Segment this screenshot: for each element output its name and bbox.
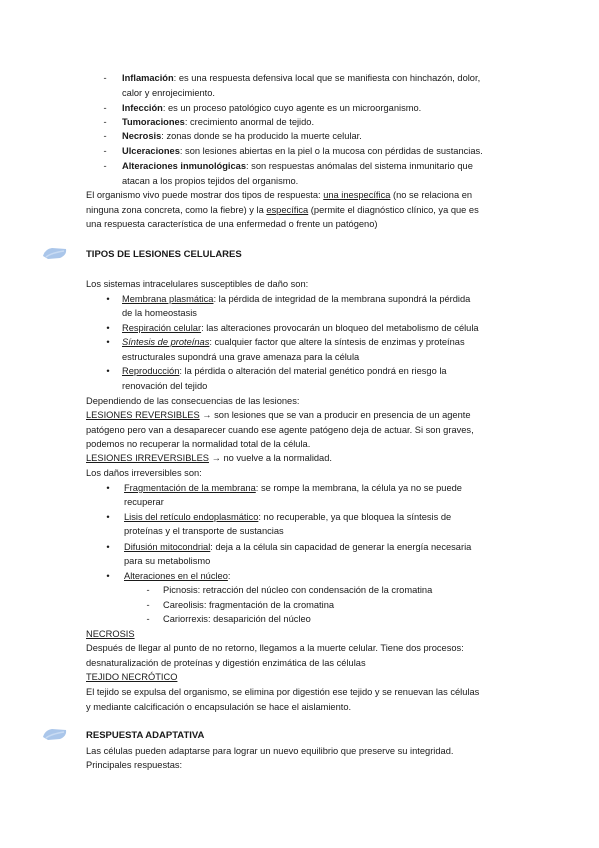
- paragraph-line: Principales respuestas:: [86, 760, 183, 770]
- paragraph-line: Dependiendo de las consecuencias de las lesiones:: [86, 396, 300, 406]
- dash-marker: -: [103, 117, 107, 127]
- list-item: Respiración celular: las alteraciones provocarán un bloqueo del metabolismo de célula: [122, 323, 479, 333]
- dash-marker: -: [146, 600, 150, 610]
- bullet-dot: •: [106, 323, 110, 333]
- list-item: Fragmentación de la membrana: se rompe la membrana, la célula ya no se puede: [124, 483, 462, 493]
- list-item-continuation: proteínas y el transporte de sustancias: [124, 526, 284, 536]
- list-item: Infección: es un proceso patológico cuyo agente es un microorganismo.: [122, 103, 422, 113]
- dash-marker: -: [146, 614, 150, 624]
- paragraph-line: El organismo vivo puede mostrar dos tipos de respuesta: una inespecífica (no se relaciona en: [86, 190, 473, 200]
- list-item: Alteraciones inmunológicas: son respuestas anómalas del sistema inmunitario que: [122, 161, 473, 171]
- list-item-continuation: atacan a los propios tejidos del organismo.: [122, 176, 299, 186]
- list-item-continuation: renovación del tejido: [122, 381, 208, 391]
- list-item: Síntesis de proteínas: cualquier factor que altere la síntesis de enzimas y proteínas: [122, 337, 465, 347]
- dash-marker: -: [103, 161, 107, 171]
- section-title: RESPUESTA ADAPTATIVA: [86, 730, 205, 741]
- dash-marker: -: [103, 103, 107, 113]
- list-item: Inflamación: es una respuesta defensiva local que se manifiesta con hinchazón, dolor,: [122, 73, 481, 83]
- dash-marker: -: [103, 146, 107, 156]
- bullet-dot: •: [106, 366, 110, 376]
- list-item-continuation: estructurales supondrá una grave amenaza para la célula: [122, 352, 360, 362]
- paragraph-line: Las células pueden adaptarse para lograr un nuevo equilibrio que preserve su integridad.: [86, 746, 454, 756]
- list-item: Membrana plasmática: la pérdida de integridad de la membrana supondrá la pérdida: [122, 294, 471, 304]
- paragraph-line: una respuesta característica de una enfermedad o frente un patógeno): [86, 219, 378, 229]
- paragraph-line: LESIONES REVERSIBLES → son lesiones que se van a producir en presencia de un agente: [86, 410, 471, 420]
- bullet-dot: •: [106, 337, 110, 347]
- sub-list-item: Careolisis: fragmentación de la cromatina: [163, 600, 335, 610]
- list-item-continuation: para su metabolismo: [124, 556, 211, 566]
- section-marker-icon: [42, 727, 68, 741]
- list-item: Lisis del retículo endoplasmático: no recuperable, ya que bloquea la síntesis de: [124, 512, 452, 522]
- list-item-continuation: calor y enrojecimiento.: [122, 88, 216, 98]
- sub-list-item: Picnosis: retracción del núcleo con condensación de la cromatina: [163, 585, 433, 595]
- list-item: Necrosis: zonas donde se ha producido la muerte celular.: [122, 131, 362, 141]
- paragraph-line: LESIONES IRREVERSIBLES → no vuelve a la normalidad.: [86, 453, 332, 463]
- section-title: TIPOS DE LESIONES CELULARES: [86, 249, 242, 260]
- sub-list-item: Cariorrexis: desaparición del núcleo: [163, 614, 311, 624]
- bullet-dot: •: [106, 483, 110, 493]
- subheading-tejido-necrotico: TEJIDO NECRÓTICO: [86, 672, 178, 682]
- list-item: Ulceraciones: son lesiones abiertas en la piel o la mucosa con pérdidas de sustancias.: [122, 146, 483, 156]
- bullet-dot: •: [106, 294, 110, 304]
- dash-marker: -: [103, 131, 107, 141]
- list-item: Alteraciones en el núcleo:: [124, 571, 231, 581]
- list-item-continuation: recuperar: [124, 497, 164, 507]
- list-item: Difusión mitocondrial: deja a la célula sin capacidad de generar la energía necesaria: [124, 542, 472, 552]
- bullet-dot: •: [106, 571, 110, 581]
- subheading-necrosis: NECROSIS: [86, 629, 135, 639]
- paragraph-line: desnaturalización de proteínas y digestión enzimática de las células: [86, 658, 366, 668]
- paragraph-line: El tejido se expulsa del organismo, se elimina por digestión ese tejido y se renuevan las células: [86, 687, 480, 697]
- list-item: Reproducción: la pérdida o alteración del material genético pondrá en riesgo la: [122, 366, 447, 376]
- paragraph-line: Después de llegar al punto de no retorno, llegamos a la muerte celular. Tiene dos procesos:: [86, 643, 464, 653]
- bullet-dot: •: [106, 542, 110, 552]
- dash-marker: -: [146, 585, 150, 595]
- dash-marker: -: [103, 73, 107, 83]
- list-item-continuation: de la homeostasis: [122, 308, 197, 318]
- paragraph-line: patógeno pero van a desaparecer cuando ese agente patógeno deja de actuar. Si son graves,: [86, 425, 474, 435]
- bullet-dot: •: [106, 512, 110, 522]
- paragraph-line: podemos no recuperar la normalidad total de la célula.: [86, 439, 311, 449]
- paragraph-line: Los daños irreversibles son:: [86, 468, 202, 478]
- list-item: Tumoraciones: crecimiento anormal de tejido.: [122, 117, 315, 127]
- paragraph-line: y mediante calcificación o encapsulación se hace el aislamiento.: [86, 702, 352, 712]
- paragraph-line: ninguna zona concreta, como la fiebre) y la específica (permite el diagnóstico clínico, ya que es: [86, 205, 479, 215]
- section-marker-icon: [42, 246, 68, 260]
- paragraph-line: Los sistemas intracelulares susceptibles de daño son:: [86, 279, 309, 289]
